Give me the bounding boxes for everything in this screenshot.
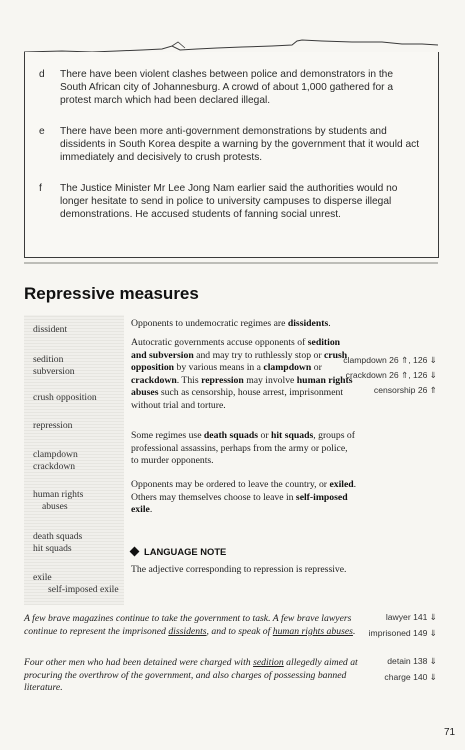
para-text: Opponents may be ordered to leave the country, or xyxy=(131,479,330,490)
keyword-subversion: subversion xyxy=(33,366,75,377)
example-sentence-1 xyxy=(24,613,359,638)
para-text: Autocratic governments accuse opponents of xyxy=(131,337,308,348)
box-item-text: There have been more anti-government demonstrations by students and dissidents in South Korea despite a warning by the government that it would act immediately and decisively to crush protests. xyxy=(60,126,420,164)
para-term: death squads xyxy=(203,430,259,441)
para-text: and may try to ruthlessly stop or xyxy=(193,349,324,361)
para-text: or xyxy=(311,362,322,374)
para-term: sedition and subversion xyxy=(131,337,341,361)
keyword-self-imposed-exile: self-imposed exile xyxy=(48,584,119,595)
example-term: human rights abuses xyxy=(272,625,353,637)
box-shadow-line xyxy=(24,262,438,264)
para-text: or xyxy=(258,430,271,441)
box-item-text: There have been violent clashes between police and demonstrators in the South African city of Johannesburg. A crowd of about 1,000 gathered for a protest march which had been declared illegal. xyxy=(60,69,394,107)
box-item-letter: d xyxy=(39,69,45,80)
para-text: by various means in a xyxy=(174,362,264,374)
quote-box xyxy=(24,52,439,258)
para-text: Some regimes use xyxy=(131,430,204,441)
diamond-icon xyxy=(130,547,140,557)
example-text: . xyxy=(352,625,356,637)
keyword-abuses: abuses xyxy=(42,501,68,512)
para-text: Opponents to undemocratic regimes are xyxy=(131,318,288,329)
box-item-letter: e xyxy=(39,126,45,137)
keyword-sedition: sedition xyxy=(33,354,64,365)
example-term: dissidents xyxy=(168,625,207,637)
para-text: . This xyxy=(176,374,202,386)
example-text: Four other men who had been detained were charged with xyxy=(24,657,254,668)
example-text: , and to speak of xyxy=(206,625,273,637)
paragraph-autocratic xyxy=(131,337,357,413)
example-ref-charge[interactable]: charge 140 ⇓ xyxy=(384,672,437,682)
keyword-column xyxy=(24,315,124,605)
para-text: such as censorship, house arrest, imprisonment without trial and torture. xyxy=(131,387,344,411)
para-term: dissidents xyxy=(287,318,329,329)
language-note-text: The adjective corresponding to repression is repressive. xyxy=(131,564,347,575)
para-term: repression xyxy=(201,374,244,386)
cross-ref-censorship[interactable]: censorship 26 ⇑ xyxy=(373,385,437,395)
para-text: . xyxy=(328,318,331,329)
cross-ref-clampdown[interactable]: clampdown 26 ⇑, 126 ⇓ xyxy=(343,355,437,365)
example-sentence-2 xyxy=(24,657,359,695)
paragraph-exile xyxy=(131,479,357,517)
example-term: sedition xyxy=(253,657,284,668)
para-term: crackdown xyxy=(131,374,177,386)
language-note-title: LANGUAGE NOTE xyxy=(144,546,227,557)
keyword-clampdown: clampdown xyxy=(33,449,78,460)
keyword-hit-squads: hit squads xyxy=(33,543,72,554)
para-text: . xyxy=(149,504,153,516)
language-note-heading xyxy=(131,546,226,557)
page-number: 71 xyxy=(444,727,456,738)
para-term: exiled xyxy=(329,479,354,490)
keyword-crackdown: crackdown xyxy=(33,461,76,472)
keyword-death-squads: death squads xyxy=(33,531,83,542)
keyword-human-rights: human rights xyxy=(33,489,84,500)
para-term: self-imposed exile xyxy=(131,491,348,516)
cross-ref-crackdown[interactable]: crackdown 26 ⇑, 126 ⇓ xyxy=(345,370,437,380)
box-item-text: The Justice Minister Mr Lee Jong Nam earlier said the authorities would no longer hesitate to send in police to university campuses to disperse illegal demonstrations. He accused students of fanning social unrest. xyxy=(60,183,398,221)
example-ref-lawyer[interactable]: lawyer 141 ⇓ xyxy=(385,612,437,622)
para-term: human rights abuses xyxy=(131,374,353,399)
example-ref-detain[interactable]: detain 138 ⇓ xyxy=(387,656,437,666)
example-text: A few brave magazines continue to take the government to task. A few brave lawyers continue to represent the imprisoned xyxy=(24,613,352,637)
keyword-dissident: dissident xyxy=(33,324,68,335)
section-heading: Repressive measures xyxy=(24,284,199,303)
para-term: hit squads xyxy=(270,430,314,441)
para-term: clampdown xyxy=(263,362,312,374)
box-item-letter: f xyxy=(39,183,42,194)
keyword-repression: repression xyxy=(33,420,73,431)
paragraph-dissidents xyxy=(131,318,357,331)
para-term: crush opposition xyxy=(131,349,348,374)
keyword-crush-opposition: crush opposition xyxy=(33,392,97,403)
example-ref-imprisoned[interactable]: imprisoned 149 ⇓ xyxy=(368,628,437,638)
example-text: allegedly aimed at procuring the overthrow of the government, and also charges of possessing banned literature. xyxy=(24,657,358,694)
para-text: , groups of professional assassins, perhaps from the army or police, to murder opponents. xyxy=(131,430,355,467)
paragraph-death-squads xyxy=(131,430,357,468)
para-text: . Others may themselves choose to leave in xyxy=(131,479,357,503)
para-text: may involve xyxy=(243,374,297,386)
keyword-exile: exile xyxy=(33,572,52,583)
